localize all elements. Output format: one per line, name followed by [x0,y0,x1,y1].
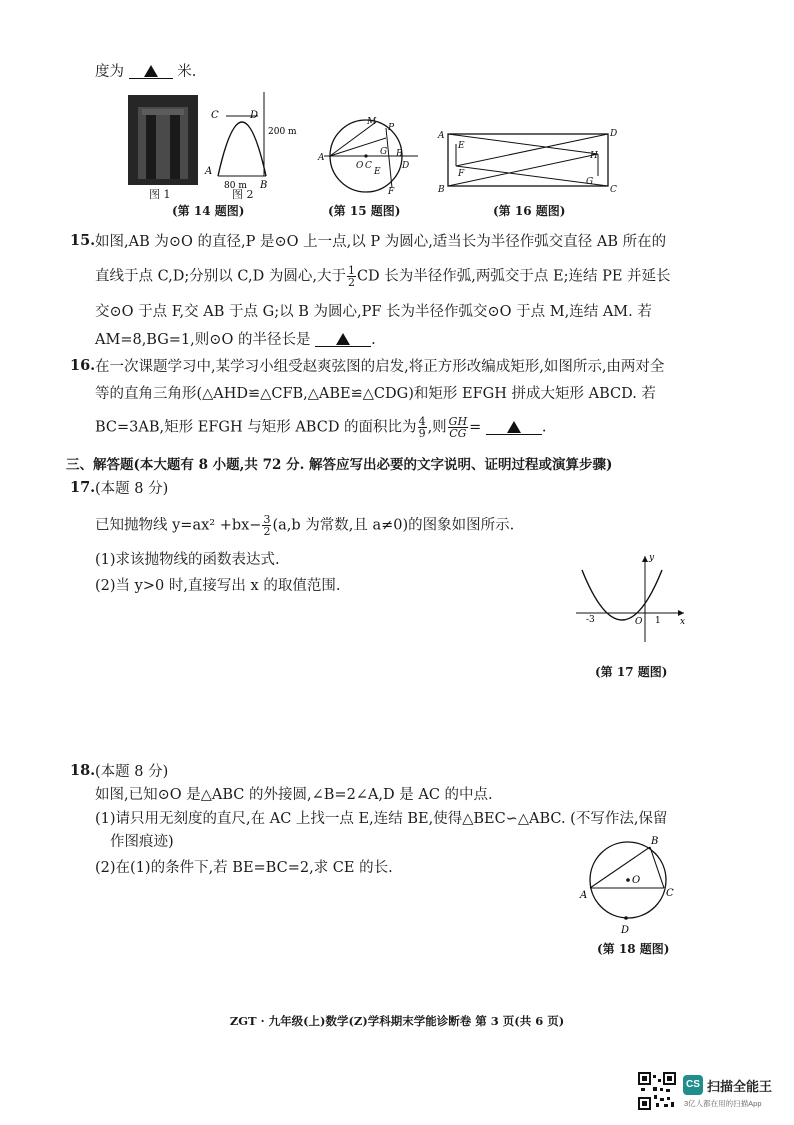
svg-text:B: B [396,149,403,159]
q16-line1: 在一次课题学习中,某学习小组受赵爽弦图的启发,将正方形改编成矩形,如图所示,由两对全 [95,359,665,375]
svg-text:G: G [586,177,594,187]
scanner-title: 扫描全能王 [707,1079,773,1094]
rectangle-construction-diagram [438,126,623,198]
svg-text:E: E [374,167,381,177]
q15-line4-text: AM=8,BG=1,则⊙O 的半径长是 [95,332,311,348]
q16-line3a: BC=3AB,矩形 EFGH 与矩形 ABCD 的面积比为 [95,419,417,436]
point-d-label: D [250,110,259,121]
q15-fraction [347,265,356,288]
fig16-caption: (第 16 题图) [493,204,566,218]
point-b-label: B [260,180,268,191]
q17-number: 17. [70,479,96,496]
q18-caption: (第 18 题图) [597,942,670,956]
q17-fraction [262,514,271,537]
q18-stem: 如图,已知⊙O 是△ABC 的外接圆,∠B=2∠A,D 是 AC 的中点. [95,787,493,803]
svg-text:E: E [458,141,465,151]
point-c-label: C [211,110,219,121]
frac-num: GH [448,415,468,428]
section-heading: 三、解答题(本大题有 8 小题,共 72 分. 解答应写出必要的文字说明、证明过程或演算步骤) [66,457,613,473]
fig14-photo [128,95,198,185]
fig14-diagram [206,88,316,202]
svg-text:D: D [402,161,410,171]
point-b-label: B [651,836,659,847]
svg-text:F: F [458,169,465,179]
top-answer-line [95,62,196,82]
frac-den: 2 [347,276,355,289]
svg-text:C: C [610,185,617,195]
frac-den: 2 [263,525,271,538]
page-footer: ZGT · 九年级(上)数学(Z)学科期末学能诊断卷 第 3 页(共 6 页) [229,1014,565,1028]
scanner-logo-icon: CS [683,1075,703,1095]
svg-text:A: A [318,153,325,163]
q16-fraction2 [448,416,468,439]
point-c-label: C [666,888,674,899]
height-label: 200 m [268,127,297,137]
qr-code-icon [638,1072,676,1110]
q17-part1: (1)求该抛物线的函数表达式. [95,552,280,568]
top-line-prefix: 度为 [95,64,124,80]
fig15-caption: (第 15 题图) [328,204,401,218]
point-d-label: D [621,925,630,936]
q15-line2 [95,265,671,288]
frac-den: 9 [418,427,426,440]
origin-label: O [635,617,643,627]
answer-blank [129,62,173,79]
fig16-diagram [438,126,623,202]
x-axis-label: x [680,617,686,627]
circle-construction-diagram [318,108,428,198]
q16-line2: 等的直角三角形(△AHD≌△CFB,△ABE≌△CDG)和矩形 EFGH 拼成大矩形 ABCD. 若 [95,386,656,402]
svg-text:A: A [438,131,445,141]
point-a-label: A [580,890,588,901]
q15-number: 15. [70,232,96,249]
svg-text:O: O [356,161,364,171]
svg-text:B: B [438,185,445,195]
q16-line3: BC=3AB,矩形 EFGH 与矩形 ABCD 的面积比为 $\frac{4}{9}$ ,则 $\frac{GH}{CG}$ = . [95,415,547,440]
y-axis-label: y [649,553,655,563]
tick-1: 1 [655,616,661,626]
q16-fraction1 [418,416,427,439]
fig14-caption: (第 14 题图) [172,204,245,218]
q18-diagram [576,830,686,942]
fig14-label2: 图 2 [232,188,254,201]
q18-part2: (2)在(1)的条件下,若 BE=BC=2,求 CE 的长. [95,860,393,876]
svg-text:H: H [590,151,598,161]
frac-num: 1 [347,264,355,277]
svg-text:M: M [367,117,377,127]
top-line-suffix: 米. [177,64,197,80]
parabola-arch-diagram [206,88,316,198]
triangle-icon [336,333,350,345]
width-label: 80 m [224,181,247,191]
q15-line2b: CD 长为半径作弧,两弧交于点 E;连结 PE 并延长 [356,268,671,285]
svg-text:P: P [388,123,395,133]
svg-text:C: C [365,161,372,171]
triangle-icon [144,65,158,77]
parabola-graph [572,550,692,645]
svg-text:D: D [610,129,618,139]
q18-points: (本题 8 分) [95,764,169,780]
frac-den: CG [449,427,467,440]
point-o-label: O [632,875,641,886]
frac-num: 3 [263,513,271,526]
tick-neg3: -3 [586,615,595,625]
q18-part1b: 作图痕迹) [110,834,174,850]
q18-number: 18. [70,762,96,779]
q17-stem-a: 已知抛物线 y=ax² +bx− [95,517,262,534]
landmark-photo-icon [128,95,198,185]
fig14-label1: 图 1 [149,188,171,201]
q15-line2a: 直线于点 C,D;分别以 C,D 为圆心,大于 [95,268,346,285]
answer-blank [486,418,542,435]
q17-stem-b: (a,b 为常数,且 a≠0)的图象如图所示. [272,517,515,534]
circumscribed-circle-diagram [576,830,686,938]
triangle-icon [507,421,521,433]
frac-num: 4 [418,415,426,428]
svg-text:G: G [380,147,388,157]
q17-caption: (第 17 题图) [595,665,668,679]
q17-points: (本题 8 分) [95,481,169,497]
scanner-subtitle: 3亿人都在用的扫描App [684,1099,762,1108]
q15-line3: 交⊙O 于点 F,交 AB 于点 G;以 B 为圆心,PF 长为半径作弧交⊙O 于点 M,连结 AM. 若 [95,304,652,320]
q16-number: 16. [70,357,96,374]
q17-part2: (2)当 y>0 时,直接写出 x 的取值范围. [95,578,341,594]
q16-line3b: ,则 [427,419,447,436]
q17-stem [95,514,514,537]
q18-part1a: (1)请只用无刻度的直尺,在 AC 上找一点 E,连结 BE,使得△BEC∽△ABC. (不写作法,保留 [95,811,668,827]
q15-line4: AM=8,BG=1,则⊙O 的半径长是 . [95,332,376,348]
q16-line3c: = [469,419,482,436]
fig15-diagram [318,108,428,202]
q17-graph [572,550,692,649]
point-a-label: A [205,166,213,177]
answer-blank [315,330,371,347]
svg-text:F: F [388,187,395,197]
q15-line1: 如图,AB 为⊙O 的直径,P 是⊙O 上一点,以 P 为圆心,适当长为半径作弧交直径 AB 所在的 [95,234,667,250]
